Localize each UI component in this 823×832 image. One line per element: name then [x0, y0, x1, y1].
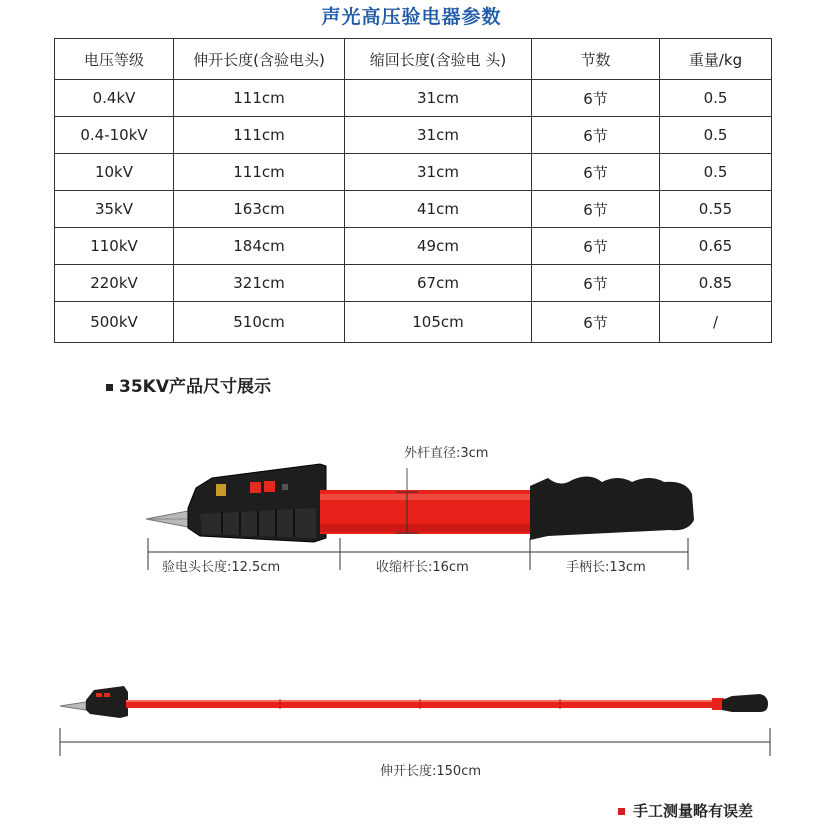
cell-sections: 6节	[532, 191, 660, 228]
measurement-note-text: 手工测量略有误差	[632, 802, 753, 820]
cell-extended: 184cm	[174, 228, 345, 265]
handle-length-label: 手柄长:13cm	[562, 556, 650, 575]
cell-sections: 6节	[532, 265, 660, 302]
header-weight: 重量/kg	[660, 39, 772, 80]
cell-extended: 163cm	[174, 191, 345, 228]
cell-retracted: 31cm	[345, 80, 532, 117]
header-retracted: 缩回长度(含验电 头)	[345, 39, 532, 80]
red-button-icon	[264, 481, 275, 492]
cell-extended: 111cm	[174, 117, 345, 154]
handle-extended	[722, 694, 768, 712]
cell-weight: 0.85	[660, 265, 772, 302]
cell-retracted: 49cm	[345, 228, 532, 265]
detector-head	[86, 686, 128, 718]
header-extended: 伸开长度(含验电头)	[174, 39, 345, 80]
handle	[530, 476, 694, 540]
cell-weight: /	[660, 302, 772, 343]
cell-voltage: 35kV	[55, 191, 174, 228]
cell-retracted: 31cm	[345, 117, 532, 154]
header-voltage: 电压等级	[55, 39, 174, 80]
indicator-light-icon	[216, 484, 226, 496]
cell-voltage: 110kV	[55, 228, 174, 265]
cell-voltage: 10kV	[55, 154, 174, 191]
red-square-icon	[618, 808, 625, 815]
cell-sections: 6节	[532, 80, 660, 117]
cell-extended: 111cm	[174, 80, 345, 117]
head-length-label: 验电头长度:12.5cm	[158, 556, 284, 575]
retracted-tester	[146, 464, 694, 570]
extended-tester	[60, 686, 770, 756]
cell-extended: 111cm	[174, 154, 345, 191]
cell-extended: 510cm	[174, 302, 345, 343]
cell-weight: 0.65	[660, 228, 772, 265]
red-button-icon	[250, 482, 261, 493]
cell-weight: 0.5	[660, 80, 772, 117]
cell-retracted: 31cm	[345, 154, 532, 191]
cell-voltage: 500kV	[55, 302, 174, 343]
cell-weight: 0.5	[660, 154, 772, 191]
cell-sections: 6节	[532, 228, 660, 265]
extended-length-label: 伸开长度:150cm	[376, 760, 485, 779]
cell-extended: 321cm	[174, 265, 345, 302]
cell-weight: 0.55	[660, 191, 772, 228]
measurement-note	[618, 800, 753, 821]
cell-sections: 6节	[532, 117, 660, 154]
section-title-text: 35KV产品尺寸展示	[119, 377, 271, 397]
cell-weight: 0.5	[660, 117, 772, 154]
outer-diameter-label: 外杆直径:3cm	[404, 446, 489, 461]
cell-voltage: 0.4kV	[55, 80, 174, 117]
cell-retracted: 41cm	[345, 191, 532, 228]
header-sections: 节数	[532, 39, 660, 80]
probe-tip	[60, 702, 86, 710]
cell-voltage: 0.4-10kV	[55, 117, 174, 154]
cell-sections: 6节	[532, 154, 660, 191]
cell-voltage: 220kV	[55, 265, 174, 302]
cell-retracted: 67cm	[345, 265, 532, 302]
cell-sections: 6节	[532, 302, 660, 343]
page-title: 声光高压验电器参数	[321, 6, 502, 28]
retracted-length-label: 收缩杆长:16cm	[372, 556, 473, 575]
cell-retracted: 105cm	[345, 302, 532, 343]
